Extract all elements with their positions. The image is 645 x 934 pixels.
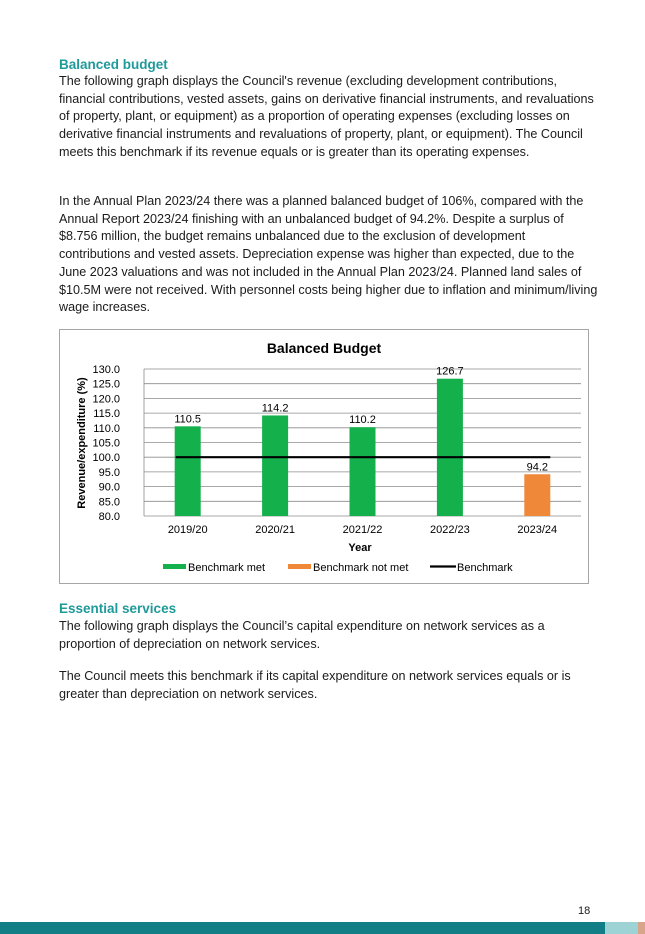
chart-canvas	[60, 330, 590, 585]
y-tick-label: 125.0	[92, 378, 120, 391]
y-tick-label: 85.0	[98, 496, 120, 509]
data-label: 110.5	[174, 413, 202, 426]
legend-swatch	[288, 564, 311, 569]
y-tick-label: 100.0	[92, 452, 120, 465]
section-heading-balanced-budget: Balanced budget	[59, 57, 168, 72]
legend-swatch	[163, 564, 186, 569]
x-tick-label: 2023/24	[517, 524, 558, 536]
legend-label: Benchmark met	[188, 562, 266, 574]
y-axis-title: Revenue/expenditure (%)	[76, 377, 88, 509]
balanced-budget-chart	[59, 329, 589, 584]
balanced-budget-detail-paragraph: In the Annual Plan 2023/24 there was a planned balanced budget of 106%, compared with the Annual Report 2023/24 finishing with an unbalanced budget of 94.2%. Despite a surplus of $8.756 million, the budget remains unbalanced due to the exclusion of development contributions and vested assets. Depreciation expense was higher than expected, due to the June 2023 valuations and was not included in the Annual Plan 2023/24. Planned land sales of $10.5M were not received. With personnel costs being higher due to inflation and minimum/living wage increases.	[59, 194, 598, 315]
footer-bar-main	[0, 922, 605, 934]
data-label: 110.2	[349, 414, 376, 427]
x-tick-label: 2019/20	[167, 524, 208, 536]
x-axis-title: Year	[348, 542, 372, 554]
bar	[175, 426, 201, 516]
y-tick-label: 95.0	[98, 466, 120, 479]
data-label: 114.2	[261, 402, 289, 415]
essential-services-benchmark-paragraph: The Council meets this benchmark if its capital expenditure on network services equals or is greater than depreciation on network services.	[59, 669, 571, 701]
bar	[524, 474, 550, 516]
data-label: 126.7	[436, 365, 464, 378]
section-heading-essential-services: Essential services	[59, 601, 177, 616]
y-tick-label: 90.0	[98, 481, 120, 494]
y-tick-label: 105.0	[92, 437, 120, 450]
x-tick-label: 2021/22	[342, 524, 383, 536]
chart-title: Balanced Budget	[266, 340, 382, 356]
footer-bar-light	[605, 922, 638, 934]
legend-label: Benchmark	[457, 562, 513, 574]
bar	[350, 427, 376, 516]
bar	[437, 379, 463, 516]
balanced-budget-intro-paragraph: The following graph displays the Council's revenue (excluding development contributions, financial contributions, vested assets, gains on derivative financial instruments, and revaluations of property, plant, or equipment) as a proportion of operating expenses (excluding losses on derivative financial instruments and revaluations of property, plant, or equipment). The Council meets this benchmark if its revenue equals or is greater than its operating expenses.	[59, 74, 594, 159]
bar	[262, 415, 288, 516]
x-tick-label: 2020/21	[255, 524, 295, 536]
chart-legend	[163, 562, 513, 574]
y-tick-label: 130.0	[92, 364, 120, 376]
y-tick-label: 110.0	[93, 422, 120, 435]
essential-services-intro-paragraph: The following graph displays the Council’s capital expenditure on network services as a proportion of depreciation on network services.	[59, 619, 545, 651]
y-tick-label: 120.0	[92, 393, 120, 406]
y-tick-label: 80.0	[98, 511, 120, 523]
legend-label: Benchmark not met	[313, 562, 409, 574]
y-tick-label: 115.0	[93, 408, 120, 421]
x-tick-label: 2022/23	[430, 524, 470, 536]
page-number: 18	[578, 905, 591, 917]
footer-bar-accent	[638, 922, 645, 934]
data-label: 94.2	[526, 461, 549, 474]
